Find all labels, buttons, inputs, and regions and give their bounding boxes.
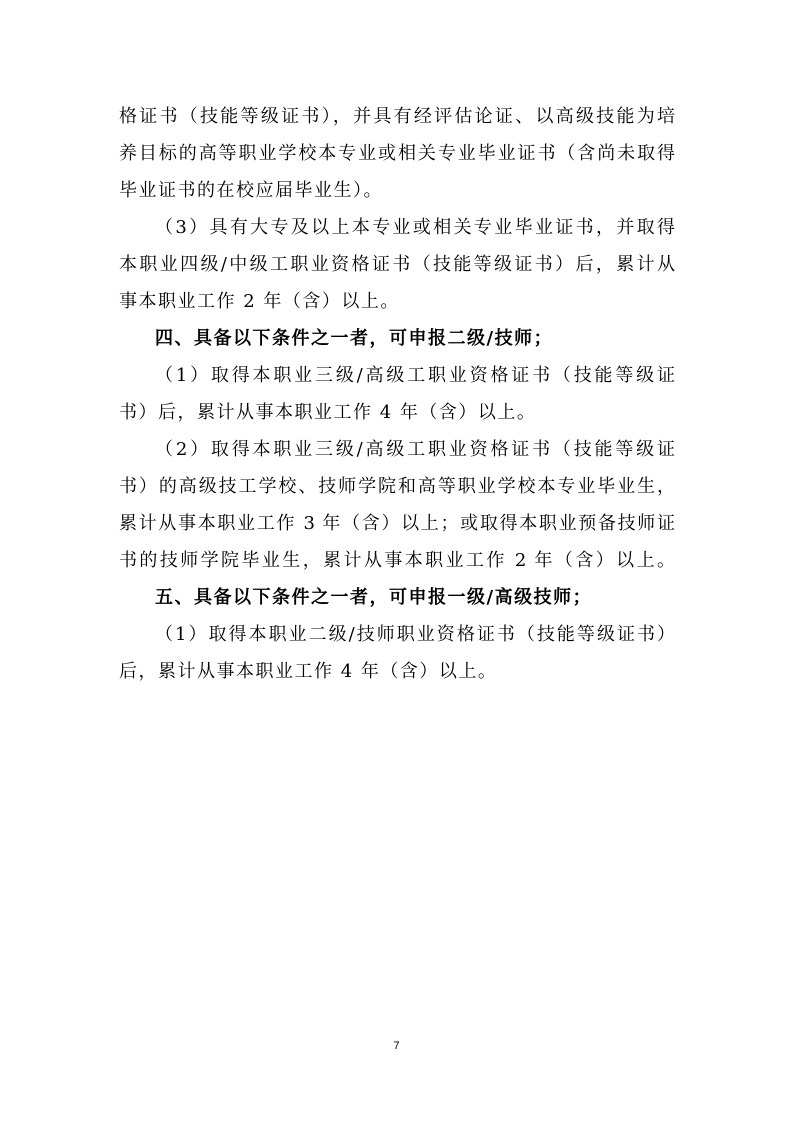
section-heading-level-2: 四、具备以下条件之一者，可申报二级/技师；: [155, 328, 554, 349]
body-line: 本职业四级/中级工职业资格证书（技能等级证书）后，累计从: [119, 254, 675, 275]
body-line: 书）的高级技工学校、技师学院和高等职业学校本专业毕业生，: [119, 476, 675, 497]
body-line: 书的技师学院毕业生，累计从事本职业工作 2 年（含）以上。: [119, 550, 675, 571]
body-line: 事本职业工作 2 年（含）以上。: [119, 291, 400, 312]
document-body: [119, 98, 675, 690]
body-line: 毕业证书的在校应届毕业生）。: [119, 180, 383, 201]
page-number: 7: [393, 1040, 400, 1052]
list-item-paragraph: （1）取得本职业三级/高级工职业资格证书（技能等级证: [155, 365, 675, 386]
body-line: 书）后，累计从事本职业工作 4 年（含）以上。: [119, 402, 537, 423]
list-item-paragraph: （2）取得本职业三级/高级工职业资格证书（技能等级证: [155, 439, 675, 460]
body-line: 格证书（技能等级证书），并具有经评估论证、以高级技能为培: [119, 106, 675, 127]
body-line: 累计从事本职业工作 3 年（含）以上；或取得本职业预备技师证: [119, 513, 675, 534]
body-line: 养目标的高等职业学校本专业或相关专业毕业证书（含尚未取得: [119, 143, 675, 164]
list-item-paragraph: （1）取得本职业二级/技师职业资格证书（技能等级证书）: [155, 624, 675, 645]
list-item-paragraph: （3）具有大专及以上本专业或相关专业毕业证书，并取得: [155, 217, 675, 238]
section-heading-level-1: 五、具备以下条件之一者，可申报一级/高级技师；: [155, 587, 593, 608]
body-line: 后，累计从事本职业工作 4 年（含）以上。: [119, 661, 498, 682]
